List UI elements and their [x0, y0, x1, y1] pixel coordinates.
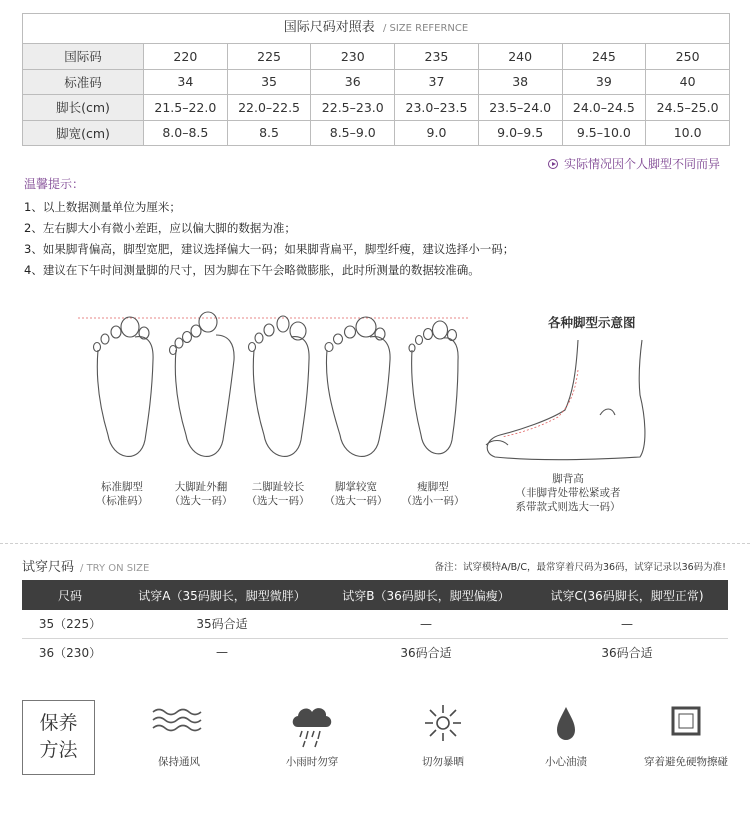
- size-cell: 225: [227, 44, 311, 70]
- foot-type-advice: （选大一码）: [169, 495, 233, 507]
- foot-side-advice: 系带款式则选大一码）: [515, 501, 621, 513]
- foot-type-name: 二脚趾较长: [251, 481, 305, 493]
- foot-side-name: 脚背高: [552, 473, 584, 485]
- foot-type-advice: （选小一码）: [401, 495, 465, 507]
- size-cell: 8.5–9.0: [311, 120, 395, 146]
- size-cell: 35: [227, 69, 311, 95]
- size-cell: 240: [478, 44, 562, 70]
- care-label: 保持通风: [158, 756, 200, 768]
- size-cell: 22.5–23.0: [311, 95, 395, 121]
- wind-icon: [149, 703, 209, 739]
- care-item-ventilate: [124, 703, 234, 768]
- size-cell: 250: [646, 44, 730, 70]
- foot-type-name: 瘦脚型: [417, 481, 449, 493]
- care-title-box: [22, 700, 95, 775]
- table-cell: —: [326, 610, 526, 638]
- try-on-table: [22, 580, 728, 666]
- foot-slim-icon: [409, 321, 458, 454]
- care-label: 切勿暴晒: [422, 756, 464, 768]
- table-cell: 36码合适: [601, 645, 653, 660]
- tips-list: [24, 197, 514, 281]
- table-cell: 36（230）: [38, 645, 102, 660]
- table-cell: —: [216, 645, 228, 660]
- row-header: 脚宽(cm): [23, 120, 144, 146]
- care-label: 穿着避免硬物擦碰: [644, 756, 728, 768]
- size-cell: 24.5–25.0: [646, 95, 730, 121]
- size-cell: 8.0–8.5: [144, 120, 228, 146]
- size-cell: 235: [395, 44, 479, 70]
- sun-icon: [423, 703, 463, 743]
- care-label: 小心油渍: [545, 756, 587, 768]
- size-cell: 40: [646, 69, 730, 95]
- size-cell: 22.0–22.5: [227, 95, 311, 121]
- care-item-oil: [511, 703, 621, 768]
- try-on-title-en: / TRY ON SIZE: [80, 563, 150, 574]
- size-cell: 10.0: [646, 120, 730, 146]
- tip-item: 4、建议在下午时间测量脚的尺寸，因为脚在下午会略微膨胀，此时所测量的数据较准确。: [24, 263, 480, 277]
- row-header: 标准码: [23, 69, 144, 95]
- size-cell: 9.0–9.5: [478, 120, 562, 146]
- rain-cloud-icon: [290, 703, 334, 749]
- foot-standard-icon: [94, 317, 154, 456]
- size-cell: 37: [395, 69, 479, 95]
- care-title-line: 保养: [39, 712, 78, 734]
- care-title-line: 方法: [39, 739, 78, 761]
- size-cell: 220: [144, 44, 228, 70]
- size-chart-title: [22, 13, 730, 43]
- table-cell: 36码合适: [400, 645, 452, 660]
- foot-type-advice: （选大一码）: [324, 495, 388, 507]
- size-note-text: 实际情况因个人脚型不同而异: [563, 157, 720, 171]
- foot-label-long-toe: [233, 480, 323, 508]
- size-cell: 230: [311, 44, 395, 70]
- foot-high-instep-label: [488, 472, 648, 514]
- column-header: 试穿B（36码脚长，脚型偏瘦）: [326, 580, 526, 610]
- row-header: 脚长(cm): [23, 95, 144, 121]
- table-row: [22, 638, 728, 666]
- tip-item: 2、左右脚大小有微小差距，应以偏大脚的数据为准；: [24, 221, 296, 235]
- foot-side-view-icon: [480, 335, 660, 470]
- size-row-international: [23, 44, 730, 70]
- size-cell: 23.0–23.5: [395, 95, 479, 121]
- size-cell: 39: [562, 69, 646, 95]
- size-cell: 8.5: [227, 120, 311, 146]
- size-cell: 38: [478, 69, 562, 95]
- foot-type-name: 脚掌较宽: [335, 481, 377, 493]
- foot-long-toe-icon: [249, 316, 310, 456]
- size-cell: 9.0: [395, 120, 479, 146]
- table-cell: 35码合适: [118, 610, 326, 638]
- size-row-foot-length: [23, 95, 730, 121]
- hard-object-icon: [668, 703, 704, 739]
- size-chart-title-en: / SIZE REFERNCE: [382, 23, 469, 34]
- row-header: 国际码: [23, 44, 144, 70]
- size-row-foot-width: [23, 120, 730, 146]
- foot-wide-icon: [325, 317, 390, 456]
- care-item-hard-object: [631, 703, 741, 768]
- foot-diagram-title: 各种脚型示意图: [548, 315, 636, 330]
- foot-types-diagram: [70, 305, 480, 520]
- care-label: 小雨时勿穿: [285, 756, 339, 768]
- try-on-header-row: [22, 580, 728, 610]
- table-cell: —: [526, 610, 728, 638]
- care-item-rain: [257, 703, 367, 768]
- try-on-heading: [22, 556, 149, 575]
- size-cell: 245: [562, 44, 646, 70]
- size-cell: 36: [311, 69, 395, 95]
- foot-bunion-icon: [170, 312, 235, 456]
- foot-type-advice: （选大一码）: [246, 495, 310, 507]
- tips-heading: 温馨提示：: [24, 177, 85, 191]
- size-chart-title-cn: 国际尺码对照表: [283, 20, 375, 35]
- foot-label-standard: [77, 480, 167, 508]
- play-circle-icon: [548, 159, 558, 169]
- foot-side-advice: （非脚背处带松紧或者: [515, 487, 621, 499]
- size-cell: 23.5–24.0: [478, 95, 562, 121]
- try-on-note: 备注：试穿模特A/B/C，最常穿着尺码为36码，试穿记录以36码为准!: [434, 562, 726, 573]
- size-note: [548, 155, 720, 172]
- foot-type-name: 标准脚型: [101, 481, 143, 493]
- size-cell: 9.5–10.0: [562, 120, 646, 146]
- try-on-title: 试穿尺码: [22, 560, 75, 575]
- column-header: 试穿C(36码脚长，脚型正常): [526, 580, 728, 610]
- size-cell: 34: [144, 69, 228, 95]
- foot-type-name: 大脚趾外翻: [174, 481, 228, 493]
- size-row-standard: [23, 69, 730, 95]
- foot-label-slim: [388, 480, 478, 508]
- care-item-sun: [388, 703, 498, 768]
- oil-drop-icon: [551, 703, 581, 743]
- column-header: 尺码: [22, 580, 118, 610]
- foot-type-advice: （标准码）: [95, 495, 149, 507]
- size-chart-table: [22, 43, 730, 146]
- size-cell: 24.0–24.5: [562, 95, 646, 121]
- tip-item: 3、如果脚背偏高，脚型宽肥，建议选择偏大一码；如果脚背扁平，脚型纤瘦，建议选择小一码；: [24, 242, 515, 256]
- column-header: 试穿A（35码脚长，脚型微胖）: [118, 580, 326, 610]
- size-cell: 21.5–22.0: [144, 95, 228, 121]
- foot-outlines: [70, 305, 480, 480]
- section-divider: [0, 543, 750, 544]
- table-row: [22, 610, 728, 638]
- table-cell: 35（225）: [22, 610, 118, 638]
- tip-item: 1、以上数据测量单位为厘米；: [24, 200, 181, 214]
